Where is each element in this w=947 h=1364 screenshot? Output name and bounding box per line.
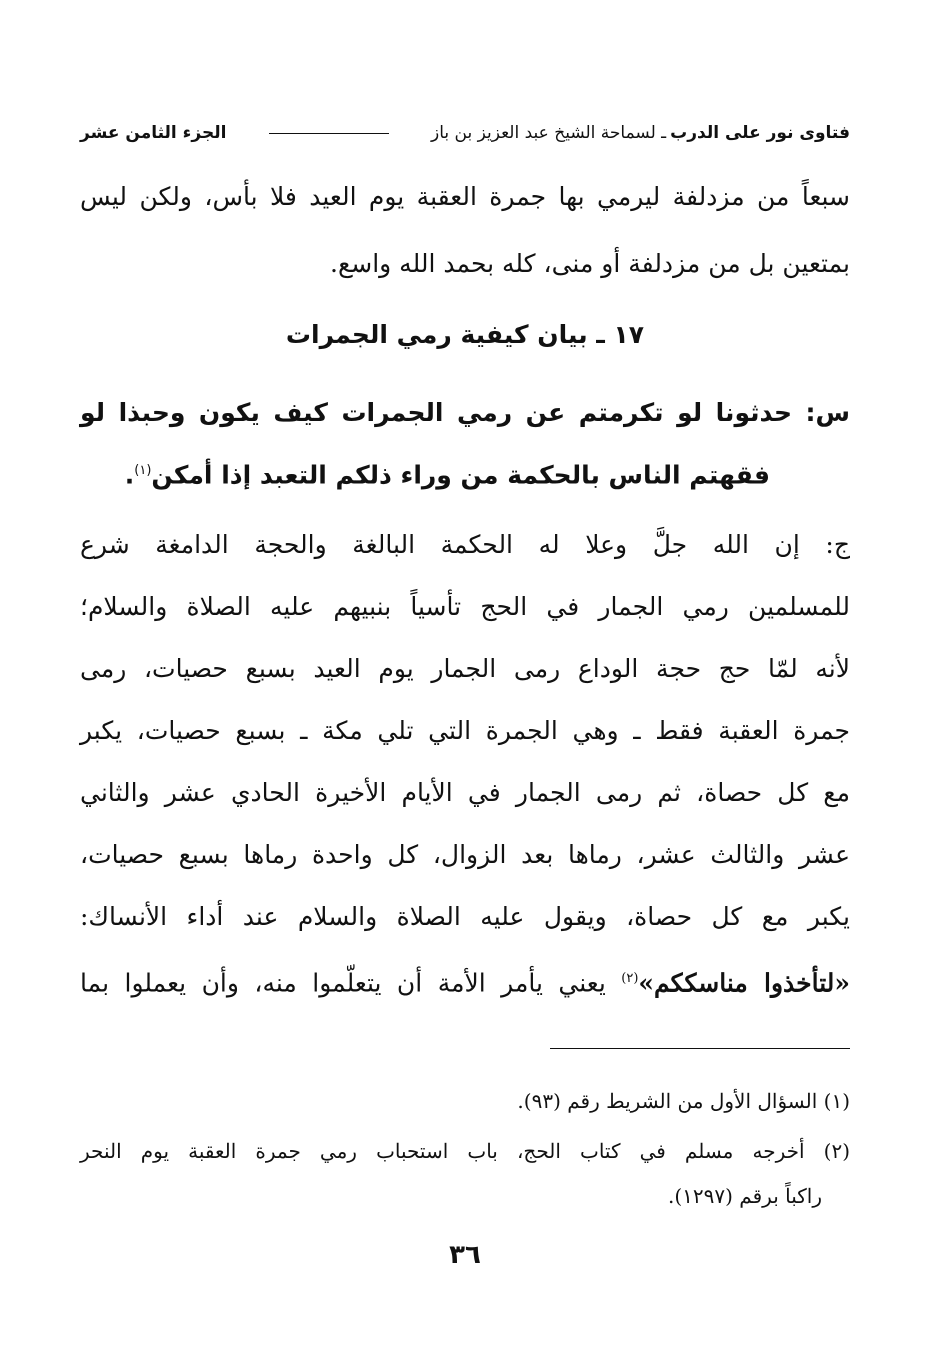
answer-line-5: مع كل حصاة، ثم رمى الجمار في الأيام الأخيرة الحادي عشر والثاني (80, 778, 850, 807)
hadith-quote: «لتأخذوا مناسككم» (638, 968, 851, 998)
question-line-2-end: . (124, 460, 135, 490)
book-page (80, 100, 850, 1280)
footnote-2: (٢) أخرجه مسلم في كتاب الحج، باب استحباب رمي جمرة العقبة يوم النحر (80, 1139, 850, 1163)
answer-line-4: جمرة العقبة فقط ـ وهي الجمرة التي تلي مكة ـ بسبع حصيات، يكبر (80, 716, 850, 745)
footnote-rule (550, 1048, 850, 1049)
answer-line-2: للمسلمين رمي الجمار في الحج تأسياً بنبيهم عليه الصلاة والسلام؛ (80, 592, 850, 621)
answer-line-6: عشر والثالث عشر، رماها بعد الزوال، كل واحدة رماها بسبع حصيات، (80, 840, 850, 869)
footnote-ref-1: (١) (134, 463, 152, 478)
header-rule (269, 133, 389, 134)
volume-label: الجزء الثامن عشر (80, 123, 227, 143)
answer-line-8-rest: يعني يأمر الأمة أن يتعلّموا منه، وأن يعملوا بما (80, 968, 622, 998)
question-line-1: س: حدثونا لو تكرمتم عن رمي الجمرات كيف يكون وحبذا لو (80, 398, 850, 427)
footnote-ref-2: (٢) (621, 971, 639, 986)
answer-line-8 (80, 962, 850, 1000)
footnote-2-continued: راكباً برقم (١٢٩٧). (668, 1184, 822, 1208)
book-author: ـ لسماحة الشيخ عبد العزيز بن باز (431, 123, 667, 143)
answer-line-3: لأنه لمّا حج حجة الوداع رمى الجمار يوم العيد بسبع حصيات، رمى (80, 654, 850, 683)
header-title-group (431, 123, 850, 143)
section-heading: ١٧ ـ بيان كيفية رمي الجمرات (285, 320, 645, 349)
page-number: ٣٦ (449, 1240, 481, 1270)
answer-line-7: يكبر مع كل حصاة، ويقول عليه الصلاة والسلام عند أداء الأنساك: (80, 902, 850, 931)
question-line-2 (80, 454, 850, 492)
intro-line-1: سبعاً من مزدلفة ليرمي بها جمرة العقبة يوم العيد فلا بأس، ولكن ليس (80, 182, 850, 211)
running-header (80, 116, 850, 150)
intro-line-2: بمتعين بل من مزدلفة أو منى، كله بحمد الله واسع. (330, 249, 850, 278)
footnote-1: (١) السؤال الأول من الشريط رقم (٩٣). (517, 1089, 850, 1113)
answer-line-1: ج: إن الله جلَّ وعلا له الحكمة البالغة والحجة الدامغة شرع (80, 530, 850, 559)
book-title: فتاوى نور على الدرب (670, 123, 850, 143)
question-line-2-text: فقهتم الناس بالحكمة من وراء ذلكم التعبد إذا أمكن (151, 460, 770, 490)
